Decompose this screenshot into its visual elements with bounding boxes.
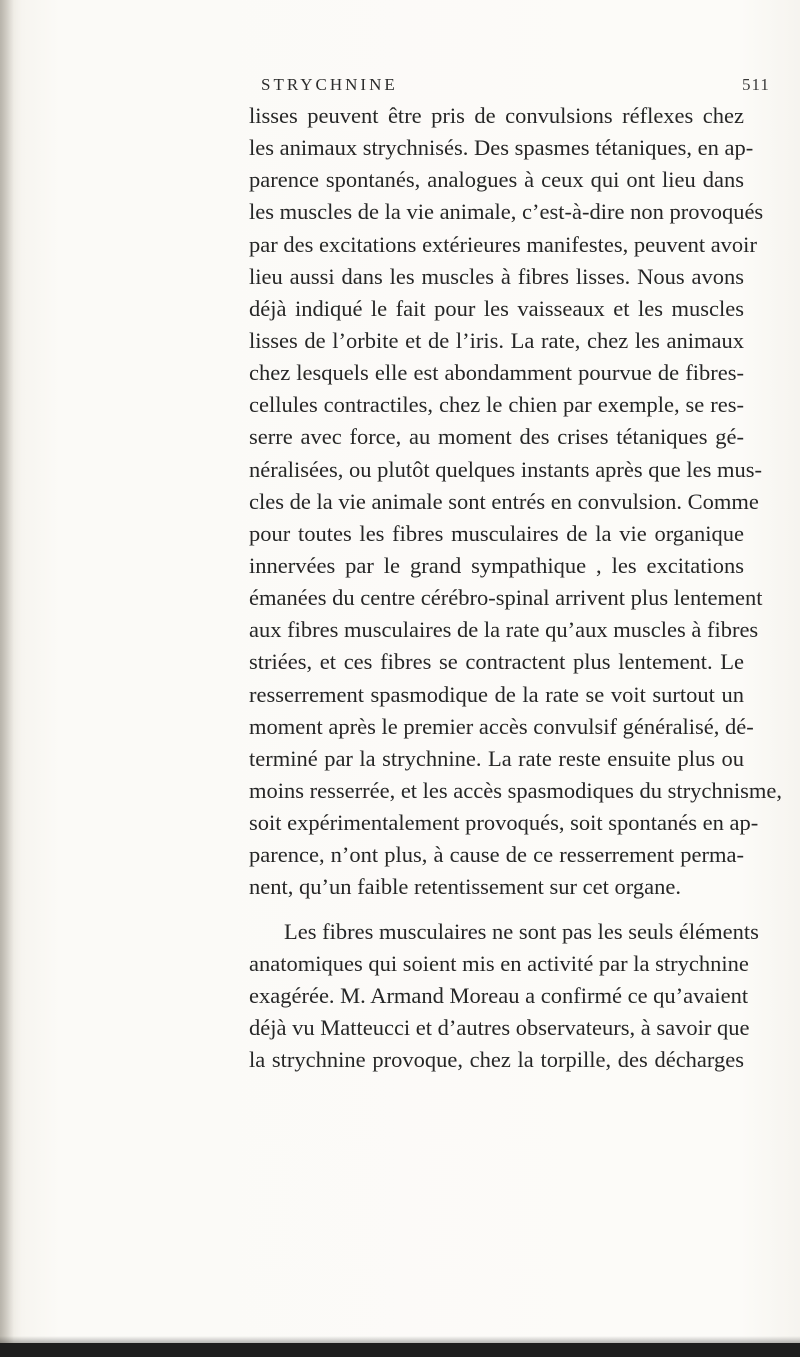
text-line: resserrement spasmodique de la rate se voit surtout un bbox=[249, 681, 744, 707]
text-line: Les fibres musculaires ne sont pas les seuls éléments bbox=[284, 918, 759, 944]
paragraph-2 bbox=[249, 916, 759, 1077]
text-line: chez lesquels elle est abondamment pourvue de fibres- bbox=[249, 360, 744, 386]
text-line: serre avec force, au moment des crises tétaniques gé- bbox=[249, 424, 744, 450]
text-line: déjà vu Matteucci et d’autres observateurs, à savoir que bbox=[249, 1014, 750, 1040]
text-line: lieu aussi dans les muscles à fibres lisses. Nous avons bbox=[249, 263, 744, 289]
text-line: lisses peuvent être pris de convulsions réflexes chez bbox=[249, 103, 744, 128]
text-line: déjà indiqué le fait pour les vaisseaux et les muscles bbox=[249, 295, 744, 321]
text-line: striées, et ces fibres se contractent plus lentement. Le bbox=[249, 649, 744, 675]
text-line: lisses de l’orbite et de l’iris. La rate, chez les animaux bbox=[249, 327, 744, 353]
text-line: émanées du centre cérébro-spinal arrivent plus lentement bbox=[249, 585, 763, 611]
running-head bbox=[0, 75, 800, 95]
text-line: terminé par la strychnine. La rate reste ensuite plus ou bbox=[249, 745, 744, 771]
text-line: parence, n’ont plus, à cause de ce resserrement perma- bbox=[249, 842, 744, 868]
page-number: 511 bbox=[742, 75, 770, 94]
text-line: par des excitations extérieures manifestes, peuvent avoir bbox=[249, 231, 757, 257]
binding-shadow bbox=[0, 0, 14, 1357]
text-line: moment après le premier accès convulsif généralisé, dé- bbox=[249, 713, 754, 739]
page-bottom-edge bbox=[0, 1343, 800, 1357]
text-line: la strychnine provoque, chez la torpille, des décharges bbox=[249, 1047, 744, 1073]
text-line: moins resserrée, et les accès spasmodiques du strychnisme, bbox=[249, 777, 782, 803]
text-line: nent, qu’un faible retentissement sur cet organe. bbox=[249, 874, 681, 900]
text-line: cellules contractiles, chez le chien par exemple, se res- bbox=[249, 392, 744, 418]
running-title: STRYCHNINE bbox=[261, 75, 398, 94]
text-line: anatomiques qui soient mis en activité par la strychnine bbox=[249, 950, 749, 976]
body-text bbox=[249, 100, 782, 1076]
text-line: néralisées, ou plutôt quelques instants après que les mus- bbox=[249, 456, 763, 482]
text-line: pour toutes les fibres musculaires de la vie organique bbox=[249, 520, 744, 546]
text-line: innervées par le grand sympathique , les excitations bbox=[249, 552, 744, 578]
text-line: les muscles de la vie animale, c’est-à-dire non provoqués bbox=[249, 199, 764, 225]
text-line: cles de la vie animale sont entrés en convulsion. Comme bbox=[249, 488, 759, 514]
text-line: les animaux strychnisés. Des spasmes tétaniques, en ap- bbox=[249, 135, 754, 161]
text-line: soit expérimentalement provoqués, soit spontanés en ap- bbox=[249, 810, 759, 836]
paragraph-gap bbox=[249, 904, 744, 916]
paragraph-1 bbox=[249, 100, 782, 904]
text-line: aux fibres musculaires de la rate qu’aux muscles à fibres bbox=[249, 617, 759, 643]
text-line: exagérée. M. Armand Moreau a confirmé ce qu’avaient bbox=[249, 982, 749, 1008]
text-line: parence spontanés, analogues à ceux qui ont lieu dans bbox=[249, 167, 744, 193]
